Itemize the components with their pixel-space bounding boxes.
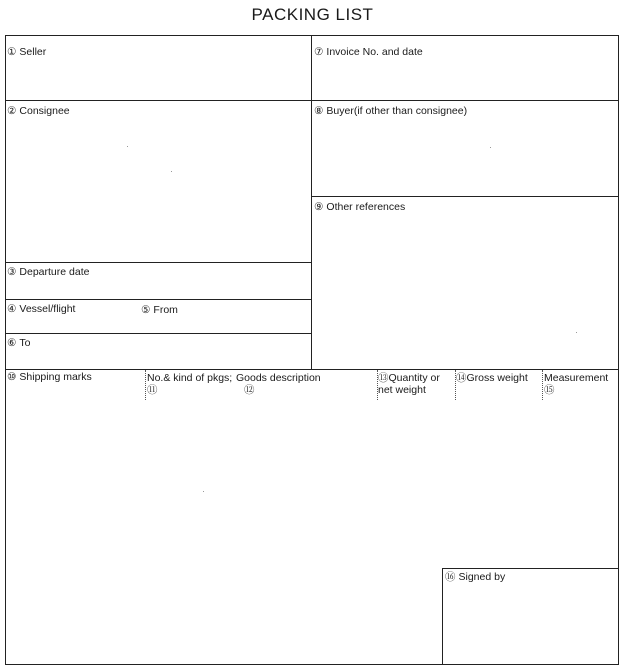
seller-label: Seller xyxy=(19,46,47,58)
measurement-label: Measurement xyxy=(544,372,609,384)
packing-list-form xyxy=(5,35,619,665)
packages-num: ⑪ xyxy=(147,384,158,396)
departure-date-label: Departure date xyxy=(19,266,90,278)
shipping-marks-num: ⑩ xyxy=(7,371,17,383)
goods-description-field-label xyxy=(236,372,321,396)
other-references-field-label xyxy=(314,201,405,213)
buyer-num: ⑧ xyxy=(314,105,324,117)
gross-weight-label: Gross weight xyxy=(466,372,528,384)
measurement-num: ⑮ xyxy=(544,384,555,396)
quantity-num: ⑬ xyxy=(378,372,389,384)
to-num: ⑥ xyxy=(7,337,17,349)
seller-num: ① xyxy=(7,46,17,58)
signed-by-label: Signed by xyxy=(458,571,506,583)
signed-by-field-label xyxy=(445,571,505,583)
goods-num: ⑫ xyxy=(244,384,255,396)
packages-label: No.& kind of pkgs; xyxy=(147,372,233,384)
scan-speck xyxy=(171,171,172,172)
invoice-field-label xyxy=(314,46,423,58)
consignee-num: ② xyxy=(7,105,17,117)
vessel-flight-label: Vessel/flight xyxy=(19,303,76,315)
scan-speck xyxy=(127,146,128,147)
consignee-field-label xyxy=(7,105,70,117)
buyer-field-label xyxy=(314,105,467,117)
divider-signed-left xyxy=(442,568,443,665)
other-references-num: ⑨ xyxy=(314,201,324,213)
divider-goods xyxy=(6,369,618,370)
departure-date-field-label xyxy=(7,266,89,278)
divider-other-refs xyxy=(311,196,618,197)
goods-label: Goods description xyxy=(236,372,321,384)
quantity-label-line1: Quantity or xyxy=(388,372,440,384)
col-sep-measurement xyxy=(542,370,543,400)
shipping-marks-label: Shipping marks xyxy=(19,371,92,383)
invoice-label: Invoice No. and date xyxy=(326,46,423,58)
gross-weight-num: ⑭ xyxy=(456,372,467,384)
scan-speck xyxy=(490,147,491,148)
signed-by-num: ⑯ xyxy=(445,571,456,583)
divider-signed xyxy=(442,568,618,569)
scan-speck xyxy=(576,332,577,333)
col-sep-packages xyxy=(145,370,146,400)
departure-date-num: ③ xyxy=(7,266,17,278)
measurement-field-label xyxy=(544,372,608,396)
gross-weight-field-label xyxy=(456,372,528,384)
divider-row-1 xyxy=(6,100,618,101)
to-field-label xyxy=(7,337,31,349)
vessel-flight-field-label xyxy=(7,303,75,315)
packages-field-label xyxy=(147,372,232,396)
shipping-marks-field-label xyxy=(7,371,92,383)
to-label: To xyxy=(19,337,31,349)
from-label: From xyxy=(153,304,178,316)
document-title: PACKING LIST xyxy=(251,5,374,24)
divider-center xyxy=(311,36,312,369)
divider-departure xyxy=(6,262,311,263)
quantity-field-label xyxy=(378,372,440,396)
from-num: ⑤ xyxy=(141,304,151,316)
quantity-label-line2: net weight xyxy=(378,384,426,396)
divider-to xyxy=(6,333,311,334)
seller-field-label xyxy=(7,46,46,58)
consignee-label: Consignee xyxy=(19,105,70,117)
invoice-num: ⑦ xyxy=(314,46,324,58)
vessel-flight-num: ④ xyxy=(7,303,17,315)
from-field-label xyxy=(141,304,178,316)
divider-vessel xyxy=(6,299,311,300)
other-references-label: Other references xyxy=(326,201,406,213)
buyer-label: Buyer(if other than consignee) xyxy=(326,105,468,117)
scan-speck xyxy=(203,491,204,492)
